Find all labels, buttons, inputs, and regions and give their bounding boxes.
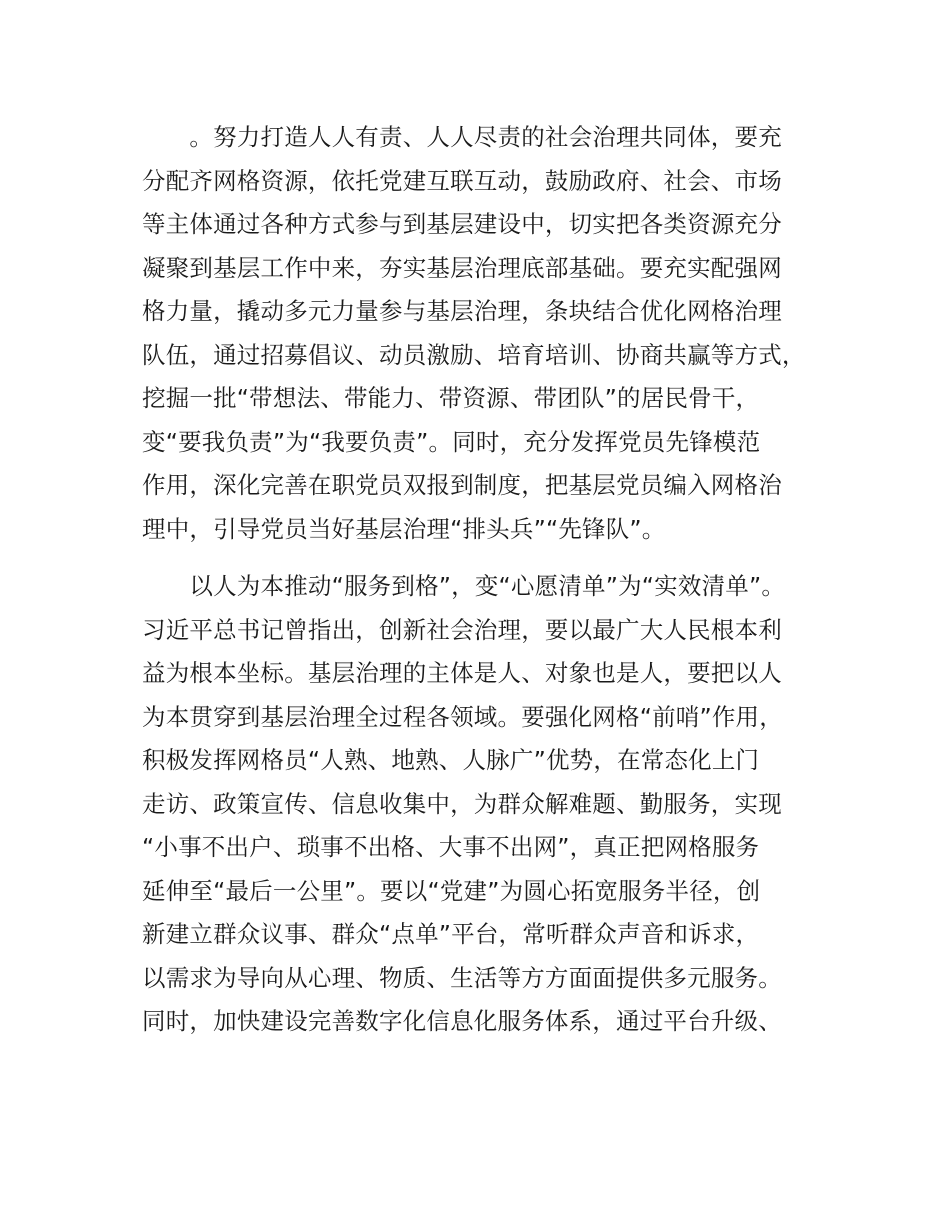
text-line: 延伸至“最后一公里”。要以“党建”为圆心拓宽服务半径，创 — [142, 876, 761, 905]
text-line: 益为根本坐标。基层治理的主体是人、对象也是人，要把以人 — [142, 659, 782, 687]
paragraph-1 — [142, 116, 842, 551]
text-line: 等主体通过各种方式参与到基层建设中，切实把各类资源充分 — [142, 210, 782, 238]
text-line: 队伍，通过招募倡议、动员激励、培育培训、协商共赢等方式， — [142, 340, 806, 369]
text-line: 理中，引导党员当好基层治理“排头兵”“先锋队”。 — [142, 514, 666, 543]
text-line: 凝聚到基层工作中来，夯实基层治理底部基础。要充实配强网 — [142, 253, 782, 282]
text-line: 以人为本推动“服务到格”，变“心愿清单”为“实效清单”。 — [142, 572, 786, 600]
text-line: 走访、政策宣传、信息收集中，为群众解难题、勤服务，实现 — [142, 789, 782, 818]
text-line: 新建立群众议事、群众“点单”平台，常听群众声音和诉求， — [142, 920, 760, 948]
text-line: 为本贯穿到基层治理全过程各领域。要强化网格“前哨”作用， — [142, 702, 783, 731]
body-text — [142, 116, 842, 1044]
text-line: 积极发挥网格员“人熟、地熟、人脉广”优势，在常态化上门 — [142, 746, 760, 774]
text-line: 以需求为导向从心理、物质、生活等方方面面提供多元服务。 — [142, 963, 782, 992]
text-line: 习近平总书记曾指出，创新社会治理，要以最广大人民根本利 — [142, 615, 782, 644]
text-line: 格力量，撬动多元力量参与基层治理，条块结合优化网格治理 — [142, 297, 782, 325]
text-line: 分配齐网格资源，依托党建互联互动，鼓励政府、社会、市场 — [142, 166, 782, 195]
text-line: 挖掘一批“带想法、带能力、带资源、带团队”的居民骨干， — [142, 384, 760, 412]
text-line: 作用，深化完善在职党员双报到制度，把基层党员编入网格治 — [142, 471, 782, 499]
text-line: “小事不出户、琐事不出格、大事不出网”，真正把网格服务 — [142, 833, 760, 861]
paragraph-2 — [142, 565, 842, 1044]
paragraph-spacer — [142, 551, 842, 565]
text-line: 同时，加快建设完善数字化信息化服务体系，通过平台升级、 — [142, 1007, 782, 1035]
text-line: 变“要我负责”为“我要负责”。同时，充分发挥党员先锋模范 — [142, 427, 761, 456]
text-line: 。努力打造人人有责、人人尽责的社会治理共同体，要充 — [142, 123, 782, 151]
